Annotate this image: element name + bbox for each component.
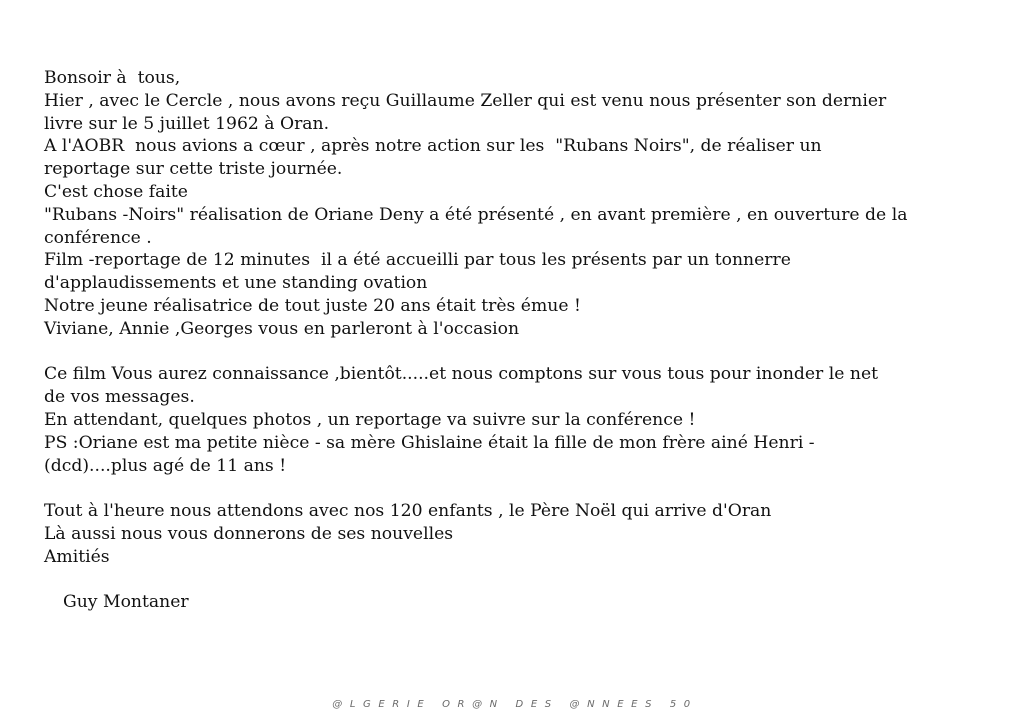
letter-line: livre sur le 5 juillet 1962 à Oran. — [44, 113, 330, 134]
letter-line: reportage sur cette triste journée. — [44, 159, 343, 180]
letter-line: Film -reportage de 12 minutes il a été accueilli par tous les présents par un tonnerre — [44, 250, 791, 271]
letter-body — [44, 67, 1004, 614]
paragraph-break — [44, 477, 1004, 500]
letter-line: (dcd)....plus agé de 11 ans ! — [44, 455, 287, 476]
letter-line: conférence . — [44, 227, 152, 248]
letter-line: En attendant, quelques photos , un reportage va suivre sur la conférence ! — [44, 409, 696, 430]
letter-line: A l'AOBR nous avions a cœur , après notre action sur les "Rubans Noirs", de réaliser un — [44, 136, 822, 157]
letter-line: Tout à l'heure nous attendons avec nos 120 enfants , le Père Noël qui arrive d'Oran — [44, 501, 772, 522]
letter-line: C'est chose faite — [44, 181, 188, 202]
letter-line: Viviane, Annie ,Georges vous en parleront à l'occasion — [44, 318, 520, 339]
letter-line: PS :Oriane est ma petite nièce - sa mère Ghislaine était la fille de mon frère ainé Henri - — [44, 432, 815, 453]
greeting: Bonsoir à tous, — [44, 68, 181, 88]
closing: Amitiés — [44, 546, 110, 567]
letter-line: "Rubans -Noirs" réalisation de Oriane Deny a été présenté , en avant première , en ouverture de la — [44, 204, 908, 225]
signature: Guy Montaner — [63, 592, 189, 613]
letter-line: d'applaudissements et une standing ovation — [44, 273, 428, 294]
letter-line: Là aussi nous vous donnerons de ses nouvelles — [44, 523, 454, 544]
paragraph-break — [44, 569, 1004, 592]
paragraph-break — [44, 341, 1004, 364]
letter-line: de vos messages. — [44, 387, 195, 408]
footer-watermark: @LGERIE OR@N DES @NNEES 50 — [332, 699, 698, 710]
letter-line: Hier , avec le Cercle , nous avons reçu Guillaume Zeller qui est venu nous présenter son dernier — [44, 90, 887, 111]
letter-line: Notre jeune réalisatrice de tout juste 20 ans était très émue ! — [44, 295, 581, 316]
letter-line: Ce film Vous aurez connaissance ,bientôt.....et nous comptons sur vous tous pour inonder le net — [44, 364, 879, 385]
